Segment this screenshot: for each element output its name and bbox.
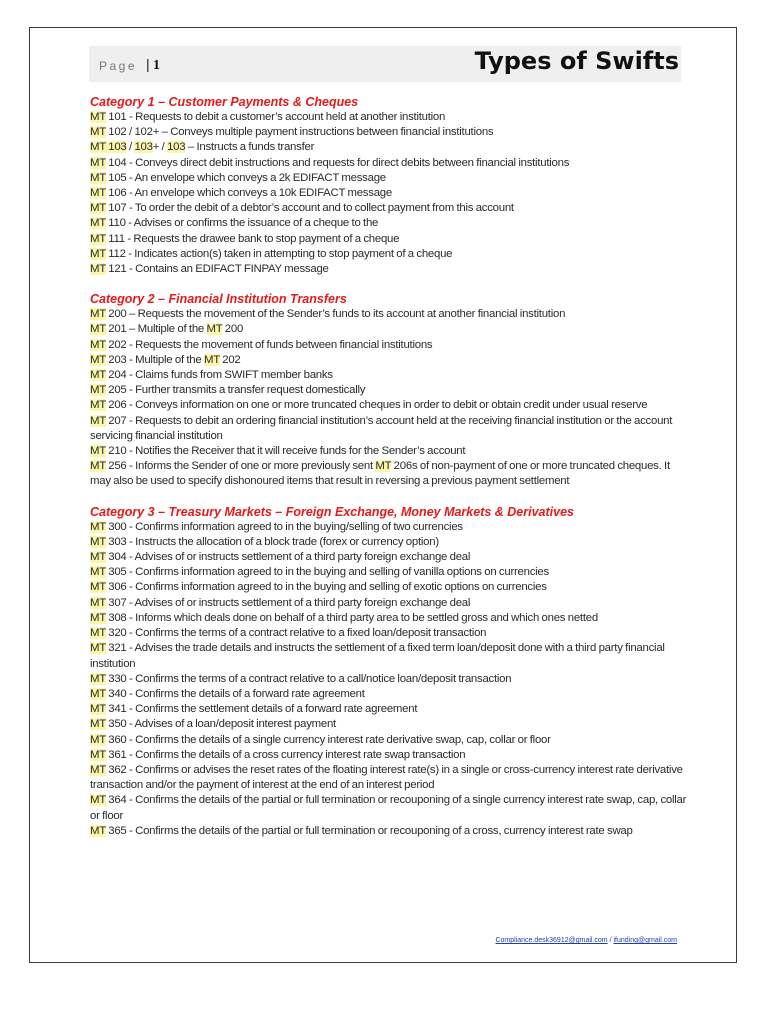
message-type-entry — [90, 580, 690, 595]
category-section — [90, 95, 690, 277]
message-type-entry — [90, 672, 690, 687]
highlighted-term: MT — [90, 126, 106, 139]
highlighted-term: MT — [90, 369, 106, 382]
message-type-entry — [90, 550, 690, 565]
message-type-entry — [90, 733, 690, 748]
highlighted-term: MT — [90, 353, 106, 366]
entry-text: 305 - Confirms information agreed to in the buying and selling of vanilla options on currencies — [105, 566, 549, 579]
entry-text: 202 — [219, 353, 241, 366]
highlighted-term: MT — [90, 399, 106, 412]
message-type-entry — [90, 717, 690, 732]
entry-text: 110 - Advises or confirms the issuance of a cheque to the — [105, 217, 379, 230]
entry-text: 307 - Advises of or instructs settlement of a third party foreign exchange deal — [105, 596, 471, 609]
message-type-entry — [90, 368, 690, 383]
entry-text: 365 - Confirms the details of the partial or full termination or recouponing of a cross, currency interest rate swap — [105, 824, 633, 837]
entry-text: 106 - An envelope which conveys a 10k EDIFACT message — [105, 187, 392, 200]
highlighted-term: MT — [90, 414, 106, 427]
highlighted-term: MT 103 — [90, 141, 127, 154]
entry-text: 203 - Multiple of the — [105, 353, 204, 366]
highlighted-term: MT — [203, 353, 220, 366]
message-type-entry — [90, 626, 690, 641]
entry-text: 341 - Confirms the settlement details of a forward rate agreement — [105, 703, 418, 716]
footer-contacts — [495, 937, 677, 944]
highlighted-term: MT — [90, 824, 106, 837]
entry-text: 105 - An envelope which conveys a 2k EDIFACT message — [105, 171, 386, 184]
entry-text: 101 - Requests to debit a customer’s account held at another institution — [105, 111, 446, 123]
highlighted-term: MT — [90, 535, 106, 548]
entry-text: + / — [152, 141, 168, 154]
category-section — [90, 292, 690, 489]
highlighted-term: MT — [90, 384, 106, 397]
entry-text: 350 - Advises of a loan/deposit interest payment — [105, 718, 336, 731]
entry-text: 210 - Notifies the Receiver that it will receive funds for the Sender’s account — [105, 445, 466, 458]
message-type-entry — [90, 232, 690, 247]
highlighted-term: MT — [90, 445, 106, 458]
category-heading: Category 3 – Treasury Markets – Foreign Exchange, Money Markets & Derivatives — [90, 504, 574, 519]
entry-text: 362 - Confirms or advises the reset rates of the floating interest rate(s) in a single or cross-currency interest rate derivative transaction and/or the payment of interest at the end of an interest period — [90, 763, 683, 792]
message-type-entry — [90, 171, 690, 186]
highlighted-term: MT — [90, 232, 106, 245]
message-type-entry — [90, 793, 690, 823]
document-body — [90, 95, 690, 854]
entry-text: 340 - Confirms the details of a forward rate agreement — [105, 687, 365, 700]
message-type-entry — [90, 687, 690, 702]
entry-text: 107 - To order the debit of a debtor’s account and to collect payment from this account — [105, 202, 514, 215]
entry-text: 306 - Confirms information agreed to in the buying and selling of exotic options on currencies — [105, 581, 547, 594]
message-type-entry — [90, 125, 690, 140]
entry-text: 206s of non-payment of one or more truncated cheques. It may also be used to specify dishonoured items that result in reversing a previous payment settlement — [90, 460, 670, 488]
highlighted-term: MT — [90, 187, 106, 200]
highlighted-term: MT — [90, 642, 106, 655]
entry-text: 200 – Requests the movement of the Sender’s funds to its account at another financial institution — [105, 308, 566, 321]
highlighted-term: MT — [90, 687, 106, 700]
entry-text: 206 - Conveys information on one or more truncated cheques in order to debit or obtain credit under usual reserve — [105, 399, 648, 412]
highlighted-term: 103 — [167, 141, 186, 154]
message-type-entry — [90, 763, 690, 793]
category-heading: Category 1 – Customer Payments & Cheques — [90, 95, 359, 109]
entry-text: 300 - Confirms information agreed to in the buying/selling of two currencies — [105, 520, 463, 533]
entry-text: 112 - Indicates action(s) taken in attempting to stop payment of a cheque — [105, 247, 453, 260]
highlighted-term: MT — [90, 733, 106, 746]
message-type-entry — [90, 262, 690, 277]
entry-text: 102 / 102+ – Conveys multiple payment instructions between financial institutions — [105, 126, 494, 139]
entry-text: 204 - Claims funds from SWIFT member banks — [105, 369, 333, 382]
highlighted-term: MT — [90, 763, 106, 776]
highlighted-term: MT — [90, 672, 106, 685]
message-type-entry — [90, 611, 690, 626]
entry-text: 304 - Advises of or instructs settlement of a third party foreign exchange deal — [105, 551, 471, 564]
entry-text: 207 - Requests to debit an ordering financial institution’s account held at the receiving financial institution or the account servicing financial institution — [90, 414, 673, 442]
highlighted-term: MT — [90, 460, 106, 473]
message-type-entry — [90, 520, 690, 535]
highlighted-term: MT — [206, 323, 223, 336]
highlighted-term: MT — [90, 111, 106, 123]
message-type-entry — [90, 186, 690, 201]
message-type-entry — [90, 247, 690, 262]
message-type-entry — [90, 641, 690, 671]
entry-text: 303 - Instructs the allocation of a block trade (forex or currency option) — [105, 535, 439, 548]
highlighted-term: MT — [90, 171, 106, 184]
message-type-entry — [90, 353, 690, 368]
entry-text: 361 - Confirms the details of a cross currency interest rate swap transaction — [105, 748, 466, 761]
entry-text: 308 - Informs which deals done on behalf of a third party area to be settled gross and which ones netted — [105, 611, 598, 624]
message-type-entry — [90, 444, 690, 459]
entry-text: 201 – Multiple of the — [105, 323, 207, 336]
message-type-entry — [90, 414, 690, 444]
highlighted-term: MT — [90, 551, 106, 564]
entry-text: 111 - Requests the drawee bank to stop payment of a cheque — [105, 232, 400, 245]
document-title: Types of Swifts — [474, 47, 679, 75]
highlighted-term: MT — [90, 627, 106, 640]
page-header — [89, 46, 681, 82]
message-type-entry — [90, 140, 690, 155]
highlighted-term: MT — [90, 794, 106, 807]
highlighted-term: MT — [90, 156, 106, 169]
message-type-entry — [90, 322, 690, 337]
highlighted-term: MT — [90, 247, 106, 260]
message-type-entry — [90, 201, 690, 216]
category-heading: Category 2 – Financial Institution Transfers — [90, 292, 347, 307]
footer-email-link-2[interactable]: ifunding@gmail.com — [613, 937, 677, 944]
highlighted-term: MT — [90, 308, 106, 321]
message-type-entry — [90, 596, 690, 611]
highlighted-term: 103 — [134, 141, 153, 154]
entry-text: 330 - Confirms the terms of a contract relative to a call/notice loan/deposit transaction — [105, 672, 512, 685]
entry-text: 202 - Requests the movement of funds between financial institutions — [105, 338, 433, 351]
highlighted-term: MT — [90, 323, 106, 336]
entry-text: 360 - Confirms the details of a single currency interest rate derivative swap, cap, collar or floor — [105, 733, 551, 746]
message-type-entry — [90, 383, 690, 398]
highlighted-term: MT — [90, 217, 106, 230]
message-type-entry — [90, 156, 690, 171]
footer-email-link-1[interactable]: Compliance.desk36912@gmail.com — [495, 937, 608, 944]
page-separator: | — [146, 56, 150, 72]
highlighted-term: MT — [375, 460, 392, 473]
highlighted-term: MT — [90, 338, 106, 351]
highlighted-term: MT — [90, 566, 106, 579]
entry-text: 320 - Confirms the terms of a contract relative to a fixed loan/deposit transaction — [105, 627, 487, 640]
highlighted-term: MT — [90, 703, 106, 716]
message-type-entry — [90, 459, 690, 489]
highlighted-term: MT — [90, 202, 106, 215]
highlighted-term: MT — [90, 718, 106, 731]
highlighted-term: MT — [90, 520, 106, 533]
entry-text: 121 - Contains an EDIFACT FINPAY message — [105, 263, 329, 276]
document-page — [29, 27, 737, 963]
entry-text: 104 - Conveys direct debit instructions and requests for direct debits between financial institutions — [105, 156, 570, 169]
entry-text: – Instructs a funds transfer — [185, 141, 315, 154]
page-label: Page — [99, 59, 138, 73]
footer-separator: / — [607, 937, 614, 944]
message-type-entry — [90, 535, 690, 550]
entry-text: / — [126, 141, 135, 154]
message-type-entry — [90, 307, 690, 322]
message-type-entry — [90, 824, 690, 839]
entry-text: 205 - Further transmits a transfer request domestically — [105, 384, 366, 397]
highlighted-term: MT — [90, 611, 106, 624]
highlighted-term: MT — [90, 581, 106, 594]
entry-text: 364 - Confirms the details of the partial or full termination or recouponing of a single currency interest rate swap, cap, collar or floor — [90, 794, 687, 822]
highlighted-term: MT — [90, 263, 106, 276]
entry-text: 200 — [222, 323, 244, 336]
message-type-entry — [90, 398, 690, 413]
message-type-entry — [90, 338, 690, 353]
message-type-entry — [90, 565, 690, 580]
message-type-entry — [90, 216, 690, 231]
message-type-entry — [90, 702, 690, 717]
message-type-entry — [90, 748, 690, 763]
highlighted-term: MT — [90, 748, 106, 761]
message-type-entry — [90, 110, 690, 125]
entry-text: 321 - Advises the trade details and instructs the settlement of a fixed term loan/deposit done with a third party financial institution — [90, 642, 665, 670]
entry-text: 256 - Informs the Sender of one or more previously sent — [105, 460, 376, 473]
category-section — [90, 505, 690, 839]
page-number: 1 — [153, 58, 160, 73]
highlighted-term: MT — [90, 596, 106, 609]
